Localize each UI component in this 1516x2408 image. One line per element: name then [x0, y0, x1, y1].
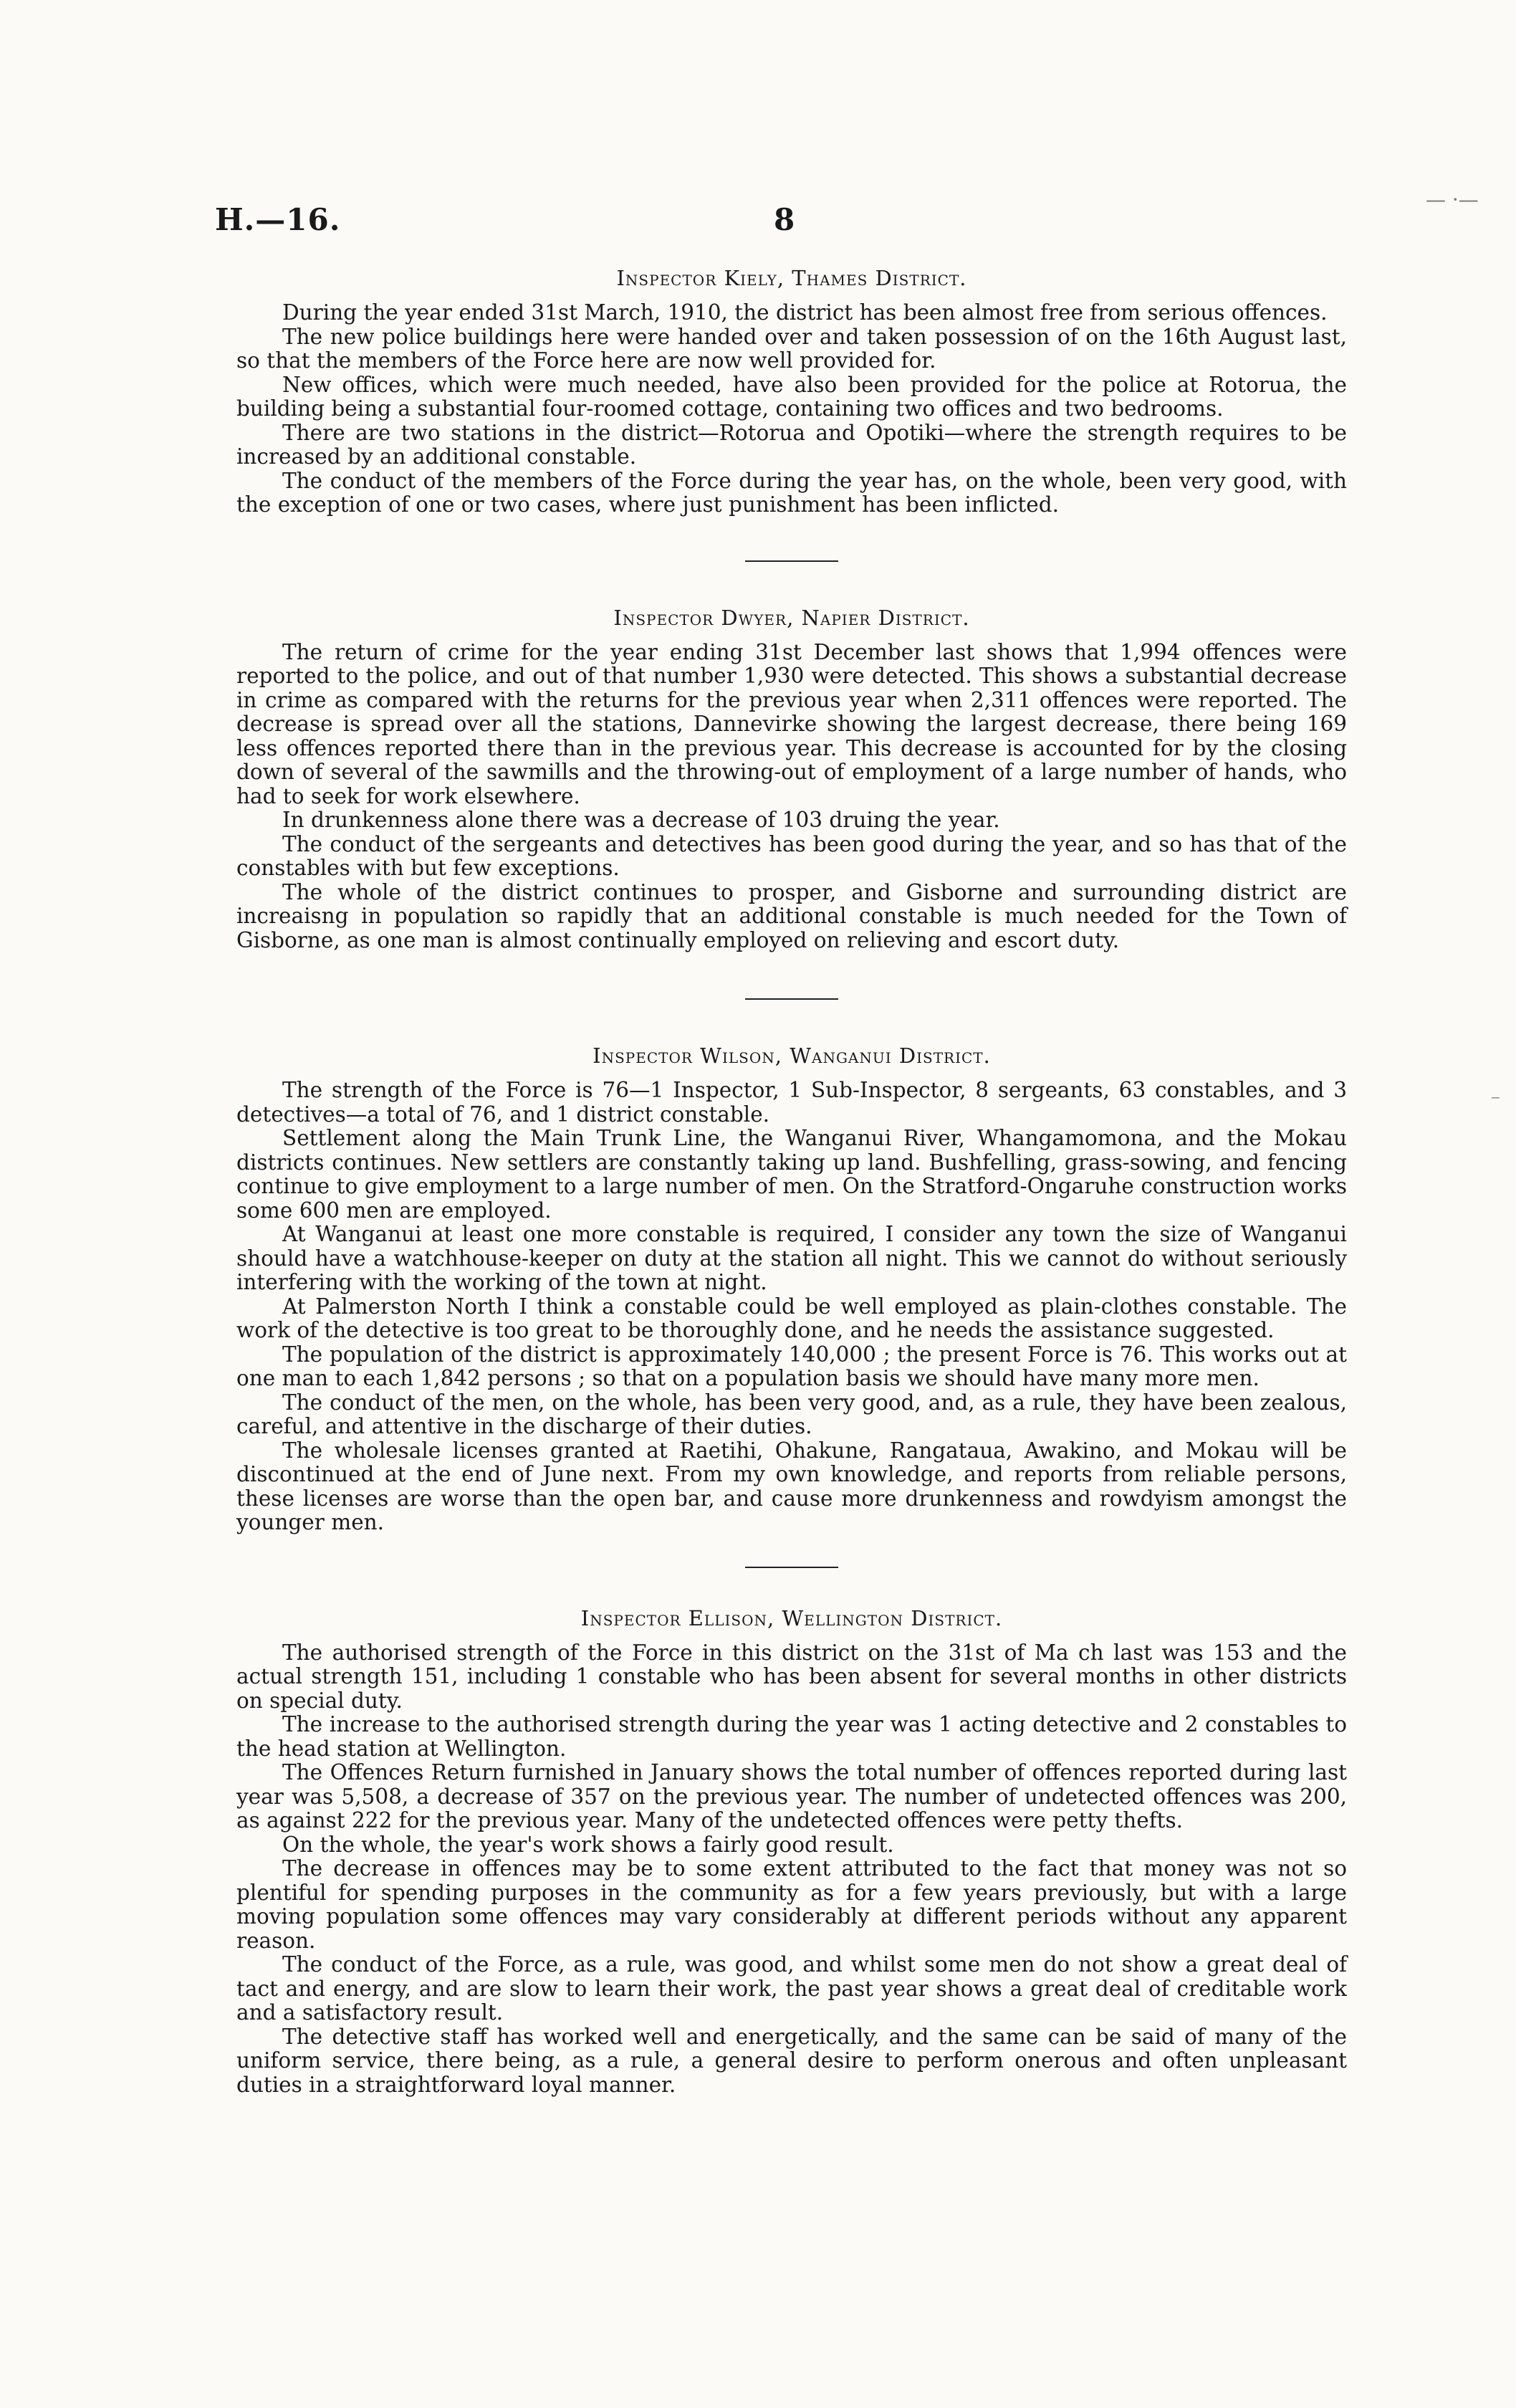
section-divider [745, 560, 838, 562]
paragraph: At Wanganui at least one more constable is required, I consider any town the size of Wanganui should have a watchhouse-keeper on duty at the station all night. This we cannot do without seriously interfering with the working of the town at night. [236, 1222, 1347, 1294]
paragraph: The detective staff has worked well and energetically, and the same can be said of many of the uniform service, there being, as a rule, a general desire to perform onerous and often unpleasant duties in a straightforward loyal manner. [236, 2024, 1347, 2097]
page-header [215, 202, 1433, 245]
margin-mark: ⁻ [1490, 1089, 1501, 1113]
paragraph: During the year ended 31st March, 1910, the district has been almost free from serious offences. [282, 300, 1328, 325]
paragraph: The authorised strength of the Force in this district on the 31st of Ma ch last was 153 and the actual strength 151, including 1 constable who has been absent for several months in other districts on special duty. [236, 1640, 1347, 1713]
section-title: Inspector Kiely, Thames District. [616, 266, 967, 290]
section-divider [745, 998, 838, 1000]
paragraph: The wholesale licenses granted at Raetihi, Ohakune, Rangataua, Awakino, and Mokau will be discontinued at the end of June next. From my own knowledge, and reports from reliable persons, these licenses are worse than the open bar, and cause more drunkenness and rowdyism amongst the younger men. [236, 1438, 1347, 1534]
paragraph: The increase to the authorised strength during the year was 1 acting detective and 2 constables to the head station at Wellington. [236, 1712, 1347, 1761]
section-wilson-wanganui [236, 1041, 1347, 1535]
page-number: 8 [774, 202, 795, 237]
paragraph: The new police buildings here were handed over and taken possession of on the 16th August last, so that the members of the Force here are now well provided for. [236, 324, 1347, 373]
paragraph: The conduct of the sergeants and detectives has been good during the year, and so has that of the constables with but few exceptions. [236, 831, 1347, 880]
section-ellison-wellington [236, 1604, 1347, 2098]
paragraph: At Palmerston North I think a constable could be well employed as plain-clothes constable. The work of the detective is too great to be thoroughly done, and he needs the assistance suggested. [236, 1294, 1347, 1342]
section-title: Inspector Dwyer, Napier District. [613, 605, 970, 630]
paragraph: The population of the district is approximately 140,000 ; the present Force is 76. This works out at one man to each 1,842 persons ; so that on a population basis we should have many more men. [236, 1342, 1347, 1390]
report-body [236, 264, 1347, 2097]
paragraph: The conduct of the members of the Force during the year has, on the whole, been very good, with the exception of one or two cases, where just punishment has been inflicted. [236, 468, 1347, 517]
paragraph: The conduct of the Force, as a rule, was good, and whilst some men do not show a great deal of tact and energy, and are slow to learn their work, the past year shows a great deal of creditable work and a satisfactory result. [236, 1952, 1347, 2025]
paragraph: Settlement along the Main Trunk Line, the Wanganui River, Whangamomona, and the Mokau districts continues. New settlers are constantly taking up land. Bushfelling, grass-sowing, and fencing continue to give employment to a large number of men. On the Stratford-Ongaruhe construction works some 600 men are employed. [236, 1126, 1347, 1223]
section-title: Inspector Ellison, Wellington District. [580, 1605, 1003, 1630]
paragraph: In drunkenness alone there was a decrease of 103 druing the year. [282, 808, 1000, 832]
paragraph: The return of crime for the year ending 31st December last shows that 1,994 offences were reported to the police, and out of that number 1,930 were detected. This shows a substantial decrease in crime as compared with the returns for the previous year when 2,311 offences were reported. The decrease is spread over all the stations, Dannevirke showing the largest decrease, there being 169 less offences reported there than in the previous year. This decrease is accounted for by the closing down of several of the sawmills and the throwing-out of employment of a large number of hands, who had to seek for work elsewhere. [236, 639, 1347, 808]
paragraph: The strength of the Force is 76—1 Inspector, 1 Sub-Inspector, 8 sergeants, 63 constables, and 3 detectives—a total of 76, and 1 district constable. [236, 1078, 1347, 1127]
document-reference: H.—16. [215, 202, 341, 237]
paragraph: The Offences Return furnished in January shows the total number of offences reported during last year was 5,508, a decrease of 357 on the previous year. The number of undetected offences was 200, as against 222 for the previous year. Many of the undetected offences were petty thefts. [236, 1760, 1347, 1833]
section-title: Inspector Wilson, Wanganui District. [593, 1043, 991, 1068]
section-kiely-thames [236, 264, 1347, 517]
paragraph: The decrease in offences may be to some extent attributed to the fact that money was not so plentiful for spending purposes in the community as for a few years previously, but with a large moving population some offences may vary considerably at different periods without any apparent reason. [236, 1856, 1347, 1953]
paragraph: The conduct of the men, on the whole, has been very good, and, as a rule, they have been zealous, careful, and attentive in the discharge of their duties. [236, 1390, 1347, 1438]
paragraph: On the whole, the year's work shows a fairly good result. [282, 1832, 894, 1857]
paragraph: There are two stations in the district—Rotorua and Opotiki—where the strength requires to be increased by an additional constable. [236, 420, 1347, 469]
margin-mark: — ·— [1426, 188, 1479, 211]
paragraph: New offices, which were much needed, have also been provided for the police at Rotorua, the building being a substantial four-roomed cottage, containing two offices and two bedrooms. [236, 372, 1347, 421]
paragraph: The whole of the district continues to prosper, and Gisborne and surrounding district are increaisng in population so rapidly that an additional constable is much needed for the Town of Gisborne, as one man is almost continually employed on relieving and escort duty. [236, 879, 1347, 952]
section-dwyer-napier [236, 603, 1347, 953]
section-divider [745, 1567, 838, 1568]
